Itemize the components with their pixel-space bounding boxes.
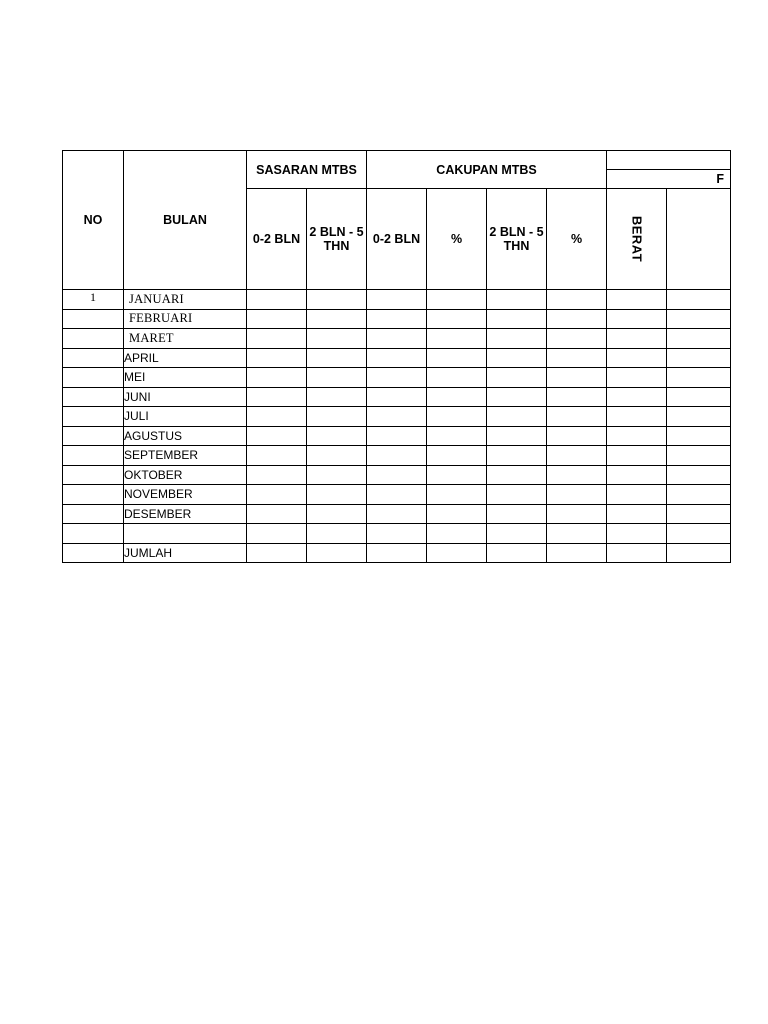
- cell-data[interactable]: [367, 524, 427, 544]
- cell-data[interactable]: [427, 407, 487, 427]
- cell-bulan[interactable]: SEPTEMBER: [124, 446, 247, 466]
- cell-data[interactable]: [367, 309, 427, 329]
- cell-data[interactable]: [247, 368, 307, 388]
- cell-data[interactable]: [247, 348, 307, 368]
- cell-data[interactable]: [487, 387, 547, 407]
- cell-data[interactable]: [487, 309, 547, 329]
- cell-bulan[interactable]: DESEMBER: [124, 504, 247, 524]
- cell-data[interactable]: [487, 407, 547, 427]
- cell-data[interactable]: [487, 504, 547, 524]
- cell-data[interactable]: [667, 387, 731, 407]
- cell-data[interactable]: [667, 309, 731, 329]
- cell-data[interactable]: [247, 446, 307, 466]
- cell-bulan[interactable]: MARET: [124, 329, 247, 349]
- cell-no[interactable]: 1: [63, 290, 124, 310]
- cell-bulan[interactable]: [124, 524, 247, 544]
- table-row: [63, 387, 731, 407]
- cell-data[interactable]: [247, 329, 307, 349]
- header-cakupan-mtbs: CAKUPAN MTBS: [367, 151, 607, 189]
- cell-data[interactable]: [427, 543, 487, 563]
- cell-data[interactable]: [607, 348, 667, 368]
- cell-data[interactable]: [307, 387, 367, 407]
- cell-data[interactable]: [367, 329, 427, 349]
- cell-data[interactable]: [547, 426, 607, 446]
- cell-data[interactable]: [367, 465, 427, 485]
- cell-no[interactable]: [63, 348, 124, 368]
- cell-data[interactable]: [607, 407, 667, 427]
- cell-data[interactable]: [607, 329, 667, 349]
- mtbs-report-table: [62, 150, 731, 563]
- cell-data[interactable]: [247, 504, 307, 524]
- cell-no[interactable]: [63, 504, 124, 524]
- cell-data[interactable]: [547, 543, 607, 563]
- cell-data[interactable]: [487, 348, 547, 368]
- table-row: [63, 524, 731, 544]
- cell-data[interactable]: [427, 348, 487, 368]
- cell-data[interactable]: [427, 329, 487, 349]
- cell-data[interactable]: [247, 309, 307, 329]
- cell-data[interactable]: [427, 426, 487, 446]
- cell-data[interactable]: [427, 504, 487, 524]
- header-berat-label: BERAT: [629, 215, 645, 263]
- cell-data[interactable]: [487, 543, 547, 563]
- cell-data[interactable]: [607, 465, 667, 485]
- cell-data[interactable]: [487, 329, 547, 349]
- cell-data[interactable]: [547, 524, 607, 544]
- cell-data[interactable]: [307, 465, 367, 485]
- cell-data[interactable]: [607, 368, 667, 388]
- cell-data[interactable]: [367, 368, 427, 388]
- cell-data[interactable]: [427, 309, 487, 329]
- cell-no[interactable]: [63, 446, 124, 466]
- cell-bulan[interactable]: NOVEMBER: [124, 485, 247, 505]
- cell-data[interactable]: [247, 465, 307, 485]
- header-sasaran-mtbs: SASARAN MTBS: [247, 151, 367, 189]
- header-cakupan-pct-2: %: [547, 189, 607, 290]
- cell-data[interactable]: [547, 504, 607, 524]
- cell-bulan[interactable]: MEI: [124, 368, 247, 388]
- header-cakupan-0-2-bln: 0-2 BLN: [367, 189, 427, 290]
- cell-data[interactable]: [367, 387, 427, 407]
- header-partial-sub: F: [607, 170, 731, 189]
- cell-bulan[interactable]: JULI: [124, 407, 247, 427]
- cell-data[interactable]: [427, 387, 487, 407]
- cell-data[interactable]: [547, 368, 607, 388]
- cell-data[interactable]: [547, 446, 607, 466]
- cell-data[interactable]: [607, 309, 667, 329]
- cell-data[interactable]: [547, 407, 607, 427]
- cell-data[interactable]: [607, 524, 667, 544]
- cell-no[interactable]: [63, 524, 124, 544]
- cell-data[interactable]: [307, 524, 367, 544]
- cell-data[interactable]: [667, 446, 731, 466]
- cell-data[interactable]: [487, 426, 547, 446]
- cell-data[interactable]: [427, 368, 487, 388]
- table-row: [63, 407, 731, 427]
- cell-no[interactable]: [63, 387, 124, 407]
- cell-data[interactable]: [247, 290, 307, 310]
- cell-data[interactable]: [487, 465, 547, 485]
- cell-data[interactable]: [427, 446, 487, 466]
- cell-data[interactable]: [307, 348, 367, 368]
- cell-data[interactable]: [307, 543, 367, 563]
- cell-data[interactable]: [307, 426, 367, 446]
- header-sasaran-2-bln-5-thn: 2 BLN - 5 THN: [307, 189, 367, 290]
- cell-data[interactable]: [307, 446, 367, 466]
- header-no: NO: [63, 151, 124, 290]
- cell-data[interactable]: [247, 426, 307, 446]
- cell-data[interactable]: [487, 524, 547, 544]
- cell-data[interactable]: [667, 504, 731, 524]
- cell-data[interactable]: [547, 465, 607, 485]
- cell-bulan[interactable]: JANUARI: [124, 290, 247, 310]
- cell-data[interactable]: [487, 368, 547, 388]
- cell-data[interactable]: [667, 368, 731, 388]
- cell-data[interactable]: [307, 309, 367, 329]
- cell-data[interactable]: [367, 426, 427, 446]
- table-row: [63, 446, 731, 466]
- cell-bulan[interactable]: JUNI: [124, 387, 247, 407]
- cell-data[interactable]: [607, 504, 667, 524]
- cell-data[interactable]: [427, 290, 487, 310]
- cell-data[interactable]: [427, 485, 487, 505]
- cell-data[interactable]: [367, 504, 427, 524]
- cell-data[interactable]: [547, 387, 607, 407]
- cell-data[interactable]: [607, 485, 667, 505]
- header-berat: [607, 189, 667, 290]
- header-sasaran-0-2-bln: 0-2 BLN: [247, 189, 307, 290]
- cell-data[interactable]: [247, 543, 307, 563]
- cell-data[interactable]: [667, 465, 731, 485]
- table-row: [63, 485, 731, 505]
- cell-data[interactable]: [427, 465, 487, 485]
- cell-data[interactable]: [547, 309, 607, 329]
- cell-data[interactable]: [607, 446, 667, 466]
- cell-no[interactable]: [63, 368, 124, 388]
- table-row: [63, 348, 731, 368]
- table-row: [63, 290, 731, 310]
- header-cakupan-2-bln-5-thn: 2 BLN - 5 THN: [487, 189, 547, 290]
- cell-data[interactable]: [307, 290, 367, 310]
- cell-data[interactable]: [607, 387, 667, 407]
- cell-data[interactable]: [487, 290, 547, 310]
- table-viewport: [62, 150, 725, 564]
- cell-data[interactable]: [247, 387, 307, 407]
- cell-data[interactable]: [247, 485, 307, 505]
- cell-data[interactable]: [547, 348, 607, 368]
- cell-data[interactable]: [607, 290, 667, 310]
- cell-data[interactable]: [247, 407, 307, 427]
- cell-data[interactable]: [667, 426, 731, 446]
- table-row: [63, 309, 731, 329]
- cell-no[interactable]: [63, 329, 124, 349]
- cell-no[interactable]: [63, 407, 124, 427]
- cell-data[interactable]: [667, 524, 731, 544]
- table-row: [63, 426, 731, 446]
- cell-data[interactable]: [667, 348, 731, 368]
- table-row: [63, 504, 731, 524]
- cell-data[interactable]: [667, 407, 731, 427]
- cell-bulan[interactable]: AGUSTUS: [124, 426, 247, 446]
- cell-data[interactable]: [547, 290, 607, 310]
- cell-data[interactable]: [307, 407, 367, 427]
- cell-data[interactable]: [547, 485, 607, 505]
- cell-data[interactable]: [667, 329, 731, 349]
- cell-data[interactable]: [547, 329, 607, 349]
- table-row: [63, 543, 731, 563]
- cell-data[interactable]: [307, 485, 367, 505]
- cell-data[interactable]: [307, 504, 367, 524]
- cell-data[interactable]: [367, 348, 427, 368]
- cell-data[interactable]: [607, 426, 667, 446]
- cell-data[interactable]: [367, 485, 427, 505]
- cell-data[interactable]: [667, 485, 731, 505]
- header-hidden-col: [667, 189, 731, 290]
- cell-data[interactable]: [307, 329, 367, 349]
- cell-data[interactable]: [367, 407, 427, 427]
- table-row: [63, 465, 731, 485]
- cell-data[interactable]: [307, 368, 367, 388]
- cell-data[interactable]: [367, 290, 427, 310]
- cell-data[interactable]: [427, 524, 487, 544]
- cell-data[interactable]: [247, 524, 307, 544]
- header-partial-top: [607, 151, 731, 170]
- cell-bulan[interactable]: FEBRUARI: [124, 309, 247, 329]
- table-row: [63, 368, 731, 388]
- cell-data[interactable]: [607, 543, 667, 563]
- header-bulan: BULAN: [124, 151, 247, 290]
- cell-data[interactable]: [367, 446, 427, 466]
- cell-no[interactable]: [63, 465, 124, 485]
- cell-bulan[interactable]: JUMLAH: [124, 543, 247, 563]
- cell-bulan[interactable]: OKTOBER: [124, 465, 247, 485]
- header-cakupan-pct-1: %: [427, 189, 487, 290]
- cell-data[interactable]: [487, 485, 547, 505]
- cell-data[interactable]: [367, 543, 427, 563]
- cell-data[interactable]: [487, 446, 547, 466]
- cell-no[interactable]: [63, 426, 124, 446]
- cell-no[interactable]: [63, 309, 124, 329]
- cell-no[interactable]: [63, 485, 124, 505]
- cell-no[interactable]: [63, 543, 124, 563]
- cell-bulan[interactable]: APRIL: [124, 348, 247, 368]
- cell-data[interactable]: [667, 543, 731, 563]
- table-row: [63, 329, 731, 349]
- cell-data[interactable]: [667, 290, 731, 310]
